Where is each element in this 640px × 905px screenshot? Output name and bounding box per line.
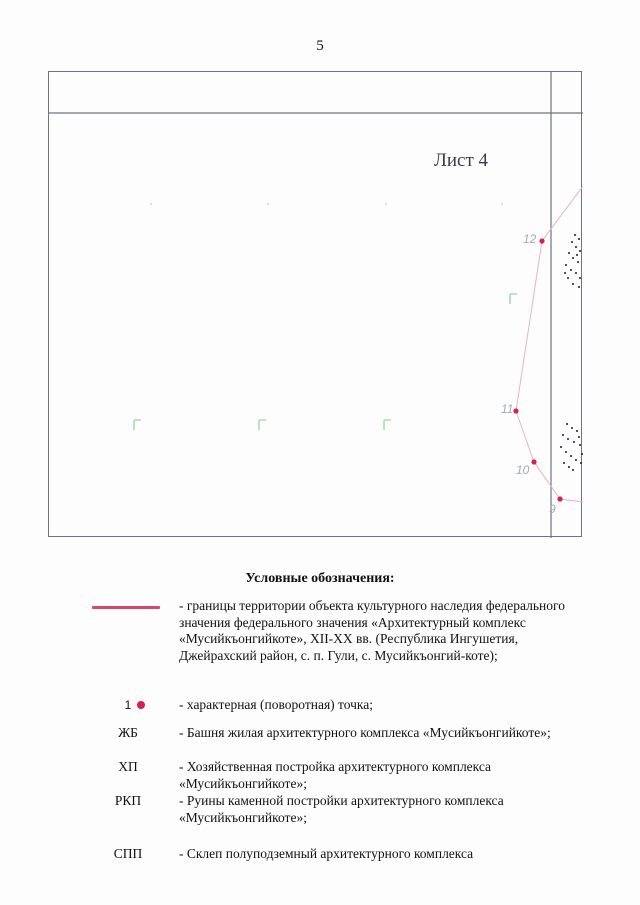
page-number: 5 <box>316 38 324 54</box>
structure-dots-lower <box>560 423 583 471</box>
map-drawing <box>49 72 583 538</box>
point-label-10: 10 <box>516 463 530 477</box>
grid-mark <box>259 420 266 430</box>
legend-point-text: - характерная (поворотная) точка; <box>179 697 374 712</box>
map-frame <box>48 71 582 537</box>
legend-item-text: - Склеп полуподземный архитектурного комплекса <box>179 846 474 861</box>
boundary-point-9 <box>557 496 562 501</box>
red-dot-icon <box>137 701 145 709</box>
point-label-11: 11 <box>501 402 514 416</box>
grid-mark <box>384 420 391 430</box>
boundary-point-12 <box>539 238 544 243</box>
legend-item-text: - Хозяйственная постройка архитектурного комплекса «Мусийкъонгийкоте»; <box>179 759 492 791</box>
point-label-9: 9 <box>549 502 556 516</box>
sheet-label: Лист 4 <box>434 150 489 171</box>
legend-title: Условные обозначения: <box>245 571 395 586</box>
legend-item-text: - Руины каменной постройки архитектурного комплекса «Мусийкъонгийкоте»; <box>179 793 504 825</box>
legend-abbr: ХП <box>118 759 138 774</box>
yellow-ticks <box>49 202 503 205</box>
legend-item-text: - Башня жилая архитектурного комплекса «Мусийкъонгийкоте»; <box>179 725 551 740</box>
legend-abbr: ЖБ <box>118 725 138 740</box>
point-symbol-number: 1 <box>124 698 132 712</box>
grid-mark <box>510 294 517 304</box>
legend-abbr: СПП <box>113 846 143 861</box>
legend-abbr: РКП <box>114 793 142 808</box>
boundary-point-10 <box>531 459 536 464</box>
point-symbol <box>108 697 162 714</box>
point-label-12: 12 <box>523 232 537 246</box>
boundary-point-11 <box>513 408 518 413</box>
grid-mark <box>134 420 141 430</box>
legend-boundary-text: - границы территории объекта культурного наследия федерального значения федерального значения «Архитектурный комплекс «Мусийкъонгийкоте», XII-XX вв. (Республика Ингушетия, Джейрахский район, с. п. Гули, с. Мусийкъонгий-коте); <box>179 598 565 663</box>
boundary-line-symbol <box>92 606 160 609</box>
structure-dots-upper <box>564 234 581 288</box>
grid-marks <box>134 294 517 430</box>
